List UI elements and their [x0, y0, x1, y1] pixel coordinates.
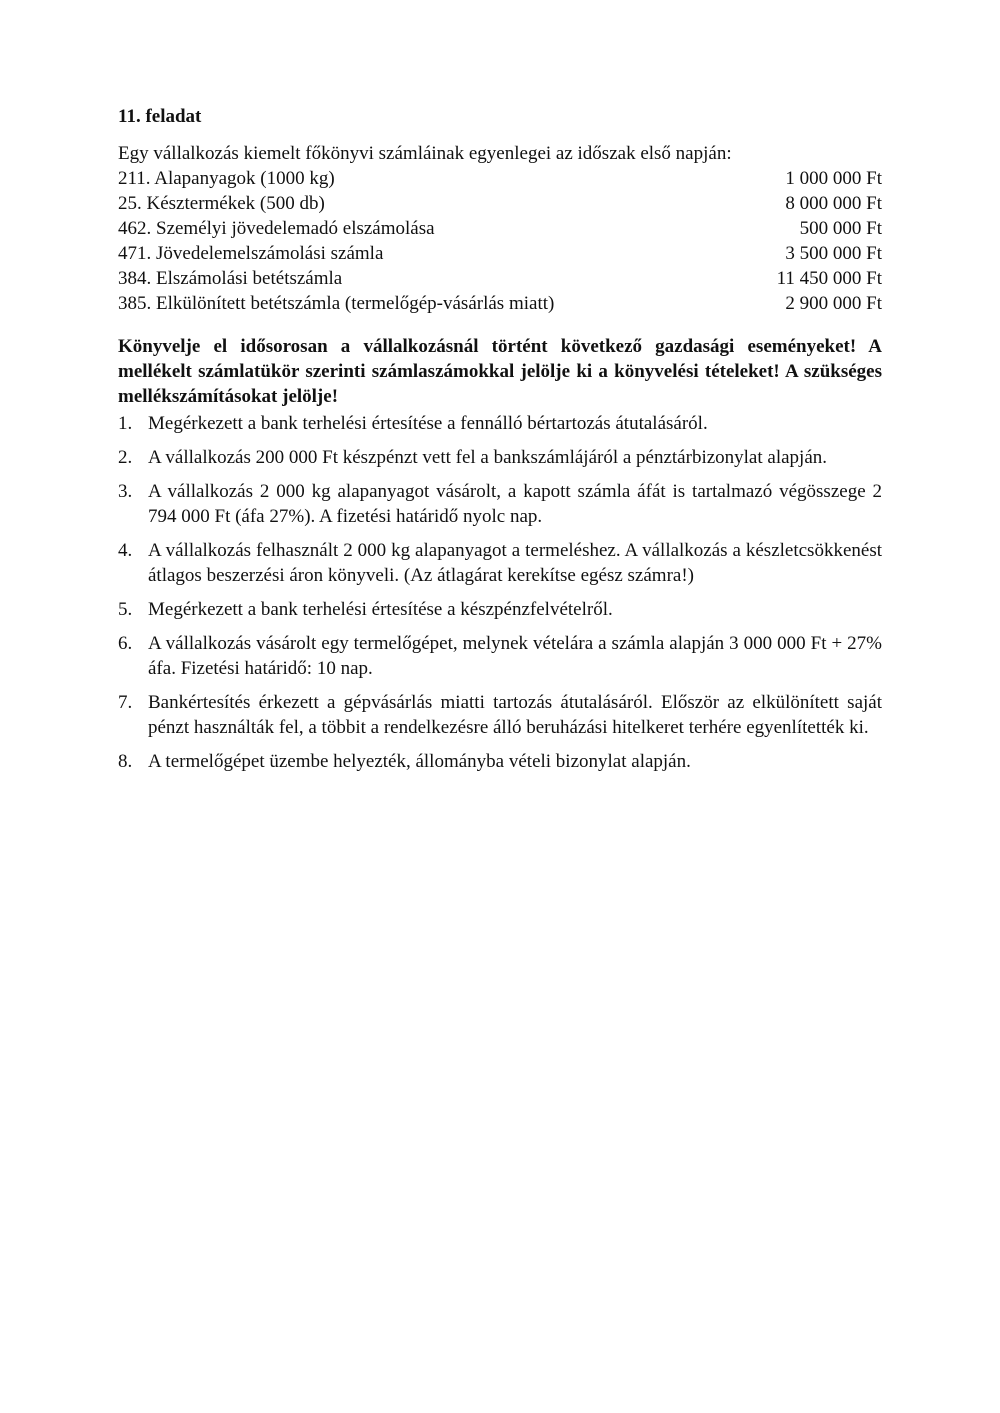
account-amount: 500 000 Ft [799, 218, 882, 239]
task-number: 2. [118, 447, 133, 468]
intro-text: Egy vállalkozás kiemelt főkönyvi számláinak egyenlegei az időszak első napján: [118, 143, 732, 164]
task-number: 3. [118, 481, 133, 502]
task-text: Megérkezett a bank terhelési értesítése a készpénzfelvételről. [148, 599, 613, 620]
task-text: A vállalkozás 200 000 Ft készpénzt vett fel a bankszámlájáról a pénztárbizonylat alapján. [148, 447, 827, 468]
account-label: 25. Késztermékek (500 db) [118, 193, 325, 214]
instructions-text: Könyvelje el idősorosan a vállalkozásnál történt következő gazdasági eseményeket! A mellékelt számlatükör szerinti számlaszámokkal jelölje ki a könyvelési tételeket! A szükséges mellékszámításokat jelölje! [118, 336, 882, 407]
account-label: 385. Elkülönített betétszámla (termelőgép-vásárlás miatt) [118, 293, 555, 314]
account-amount: 2 900 000 Ft [785, 293, 882, 314]
task-number: 4. [118, 540, 133, 561]
balance-row [118, 266, 882, 291]
task-item [118, 631, 882, 681]
account-label: 471. Jövedelemelszámolási számla [118, 243, 384, 264]
account-amount: 11 450 000 Ft [776, 268, 882, 289]
task-text: A termelőgépet üzembe helyezték, állományba vételi bizonylat alapján. [148, 751, 691, 772]
task-text: A vállalkozás vásárolt egy termelőgépet, melynek vételára a számla alapján 3 000 000 Ft + 27% áfa. Fizetési határidő: 10 nap. [148, 633, 882, 679]
task-item [118, 690, 882, 740]
balance-row [118, 291, 882, 316]
account-amount: 3 500 000 Ft [785, 243, 882, 264]
task-item [118, 411, 882, 436]
task-item [118, 538, 882, 588]
task-item [118, 597, 882, 622]
task-text: A vállalkozás 2 000 kg alapanyagot vásárolt, a kapott számla áfát is tartalmazó végösszege 2 794 000 Ft (áfa 27%). A fizetési határidő nyolc nap. [148, 481, 882, 527]
task-number: 1. [118, 413, 133, 434]
task-number: 7. [118, 692, 133, 713]
balance-row [118, 216, 882, 241]
task-item [118, 749, 882, 774]
account-amount: 8 000 000 Ft [785, 193, 882, 214]
task-number: 5. [118, 599, 133, 620]
balance-row [118, 241, 882, 266]
balance-row [118, 166, 882, 191]
account-label: 211. Alapanyagok (1000 kg) [118, 168, 335, 189]
account-label: 384. Elszámolási betétszámla [118, 268, 343, 289]
task-list [118, 411, 882, 774]
balance-row [118, 191, 882, 216]
task-text: Bankértesítés érkezett a gépvásárlás miatti tartozás átutalásáról. Először az elkülönített saját pénzt használták fel, a többit a rendelkezésre álló beruházási hitelkeret terhére egyenlítették ki. [148, 692, 882, 738]
account-label: 462. Személyi jövedelemadó elszámolása [118, 218, 435, 239]
task-item [118, 445, 882, 470]
document-page [118, 104, 882, 783]
task-title: 11. feladat [118, 106, 202, 127]
task-number: 8. [118, 751, 133, 772]
account-amount: 1 000 000 Ft [785, 168, 882, 189]
task-item [118, 479, 882, 529]
task-number: 6. [118, 633, 133, 654]
task-text: A vállalkozás felhasznált 2 000 kg alapanyagot a termeléshez. A vállalkozás a készletcsökkenést átlagos beszerzési áron könyveli. (Az átlagárat kerekítse egész számra!) [148, 540, 882, 586]
task-text: Megérkezett a bank terhelési értesítése a fennálló bértartozás átutalásáról. [148, 413, 708, 434]
balance-list [118, 166, 882, 316]
